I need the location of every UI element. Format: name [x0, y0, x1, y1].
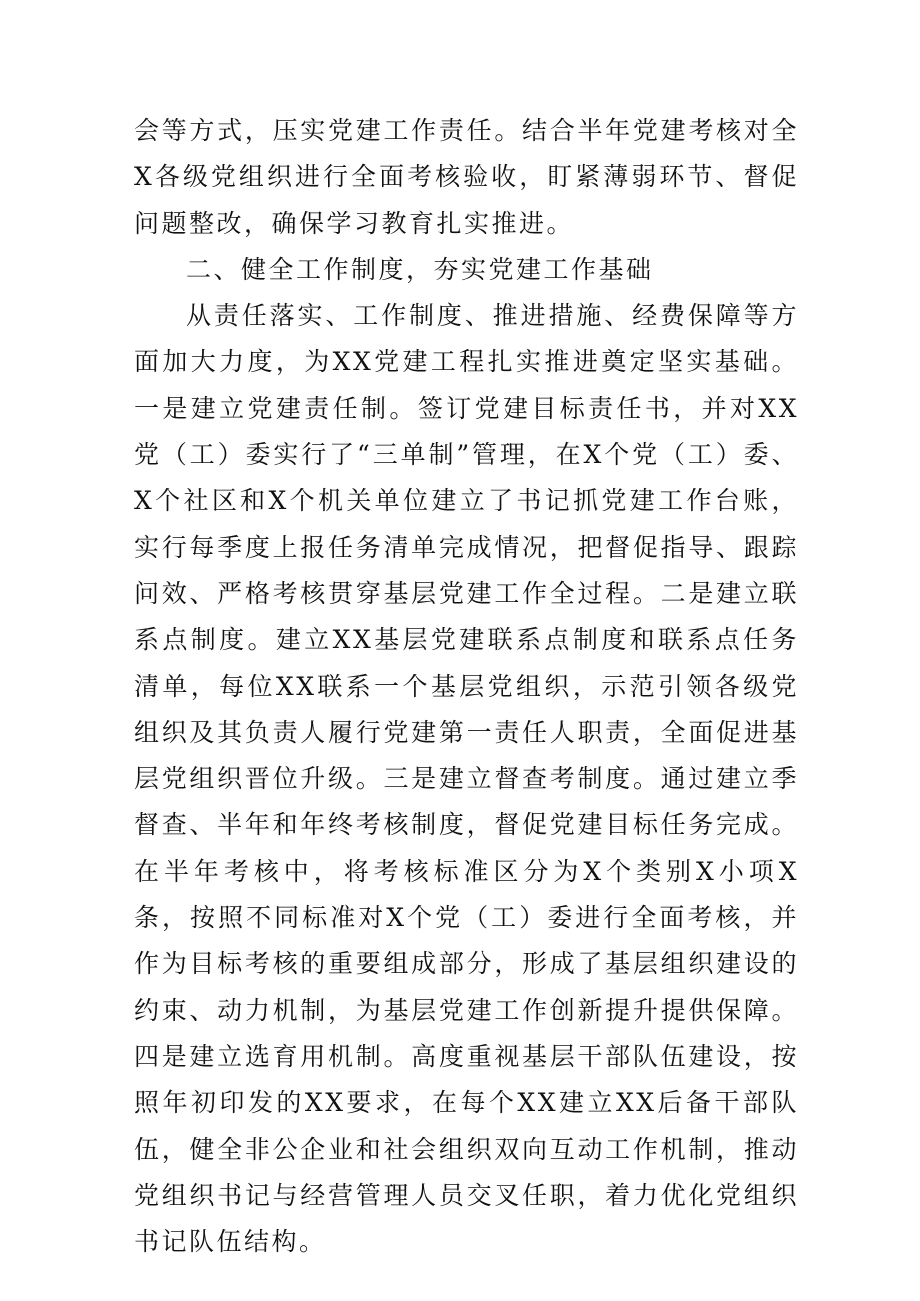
paragraph-body: 从责任落实、工作制度、推进措施、经费保障等方面加大力度，为XX党建工程扎实推进奠定坚实基础。一是建立党建责任制。签订党建目标责任书，并对XX党（工）委实行了“三单制”管理，在X个党（工）委、X个社区和X个机关单位建立了书记抓党建工作台账，实行每季度上报任务清单完成情况，把督促指导、跟踪问效、严格考核贯穿基层党建工作全过程。二是建立联系点制度。建立XX基层党建联系点制度和联系点任务清单，每位XX联系一个基层党组织，示范引领各级党组织及其负责人履行党建第一责任人职责，全面促进基层党组织晋位升级。三是建立督查考制度。通过建立季督查、半年和年终考核制度，督促党建目标任务完成。在半年考核中，将考核标准区分为X个类别X小项X条，按照不同标准对X个党（工）委进行全面考核，并作为目标考核的重要组成部分，形成了基层组织建设的约束、动力机制，为基层党建工作创新提升提供保障。四是建立选育用机制。高度重视基层干部队伍建设，按照年初印发的XX要求，在每个XX建立XX后备干部队伍，健全非公企业和社会组织双向互动工作机制，推动党组织书记与经营管理人员交叉任职，着力优化党组织书记队伍结构。 [134, 301, 799, 1257]
paragraph-continued: 会等方式，压实党建工作责任。结合半年党建考核对全X各级党组织进行全面考核验收，盯紧薄弱环节、督促问题整改，确保学习教育扎实推进。 [134, 116, 799, 238]
document-body [134, 108, 799, 1265]
section-heading: 二、健全工作制度，夯实党建工作基础 [186, 254, 654, 284]
